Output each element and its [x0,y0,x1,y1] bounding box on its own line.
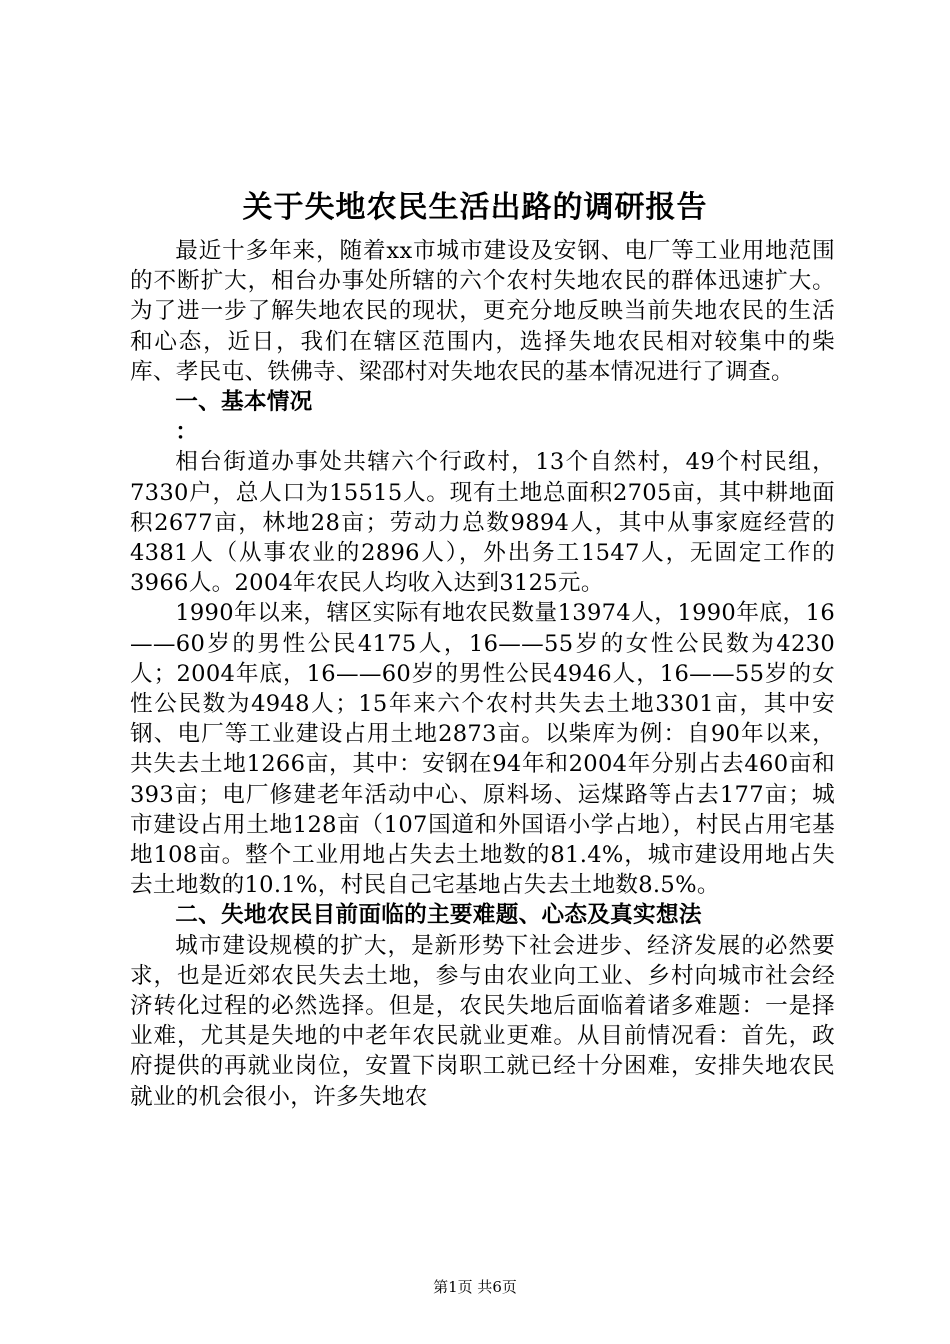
section-colon: ： [175,419,199,446]
basic-situation-paragraph-1: 相台街道办事处共辖六个行政村，13个自然村，49个村民组，7330户，总人口为15515人。现有土地总面积2705亩，其中耕地面积2677亩，林地28亩；劳动力总数9894人，其中从事家庭经营的4381人（从事农业的2896人），外出务工1547人，无固定工作的3966人。2004年农民人均收入达到3125元。 [130,449,835,597]
document-title: 关于失地农民生活出路的调研报告 [242,190,708,225]
intro-paragraph: 最近十多年来，随着xx市城市建设及安钢、电厂等工业用地范围的不断扩大，相台办事处所辖的六个农村失地农民的群体迅速扩大。为了进一步了解失地农民的现状，更充分地反映当前失地农民的生活和心态，近日，我们在辖区范围内，选择失地农民相对较集中的柴库、孝民屯、铁佛寺、梁邵村对失地农民的基本情况进行了调查。 [130,238,835,385]
difficulties-paragraph-1: 城市建设规模的扩大，是新形势下社会进步、经济发展的必然要求，也是近郊农民失去土地，参与由农业向工业、乡村向城市社会经济转化过程的必然选择。但是，农民失地后面临着诸多难题：一是择业难，尤其是失地的中老年农民就业更难。从目前情况看：首先，政府提供的再就业岗位，安置下岗职工就已经十分困难，安排失地农民就业的机会很小，许多失地农 [130,932,835,1110]
document-body [130,236,835,1112]
page-footer: 第1页 共6页 [433,1278,517,1296]
section-heading-difficulties: 二、失地农民目前面临的主要难题、心态及真实想法 [175,902,702,929]
section-heading-basic-situation: 一、基本情况 [175,389,313,416]
basic-situation-paragraph-2: 1990年以来，辖区实际有地农民数量13974人，1990年底，16——60岁的男性公民4175人，16——55岁的女性公民数为4230人；2004年底，16——60岁的男性公民4946人，16——55岁的女性公民数为4948人；15年来六个农村共失去土地3301亩，其中安钢、电厂等工业建设占用土地2873亩。以柴库为例：自90年以来，共失去土地1266亩，其中：安钢在94年和2004年分别占去460亩和393亩；电厂修建老年活动中心、原料场、运煤路等占去177亩；城市建设占用土地128亩（107国道和外国语小学占地），村民占用宅基地108亩。整个工业用地占失去土地数的81.4%，城市建设用地占失去土地数的10.1%，村民自己宅基地占失去土地数8.5%。 [130,600,835,899]
